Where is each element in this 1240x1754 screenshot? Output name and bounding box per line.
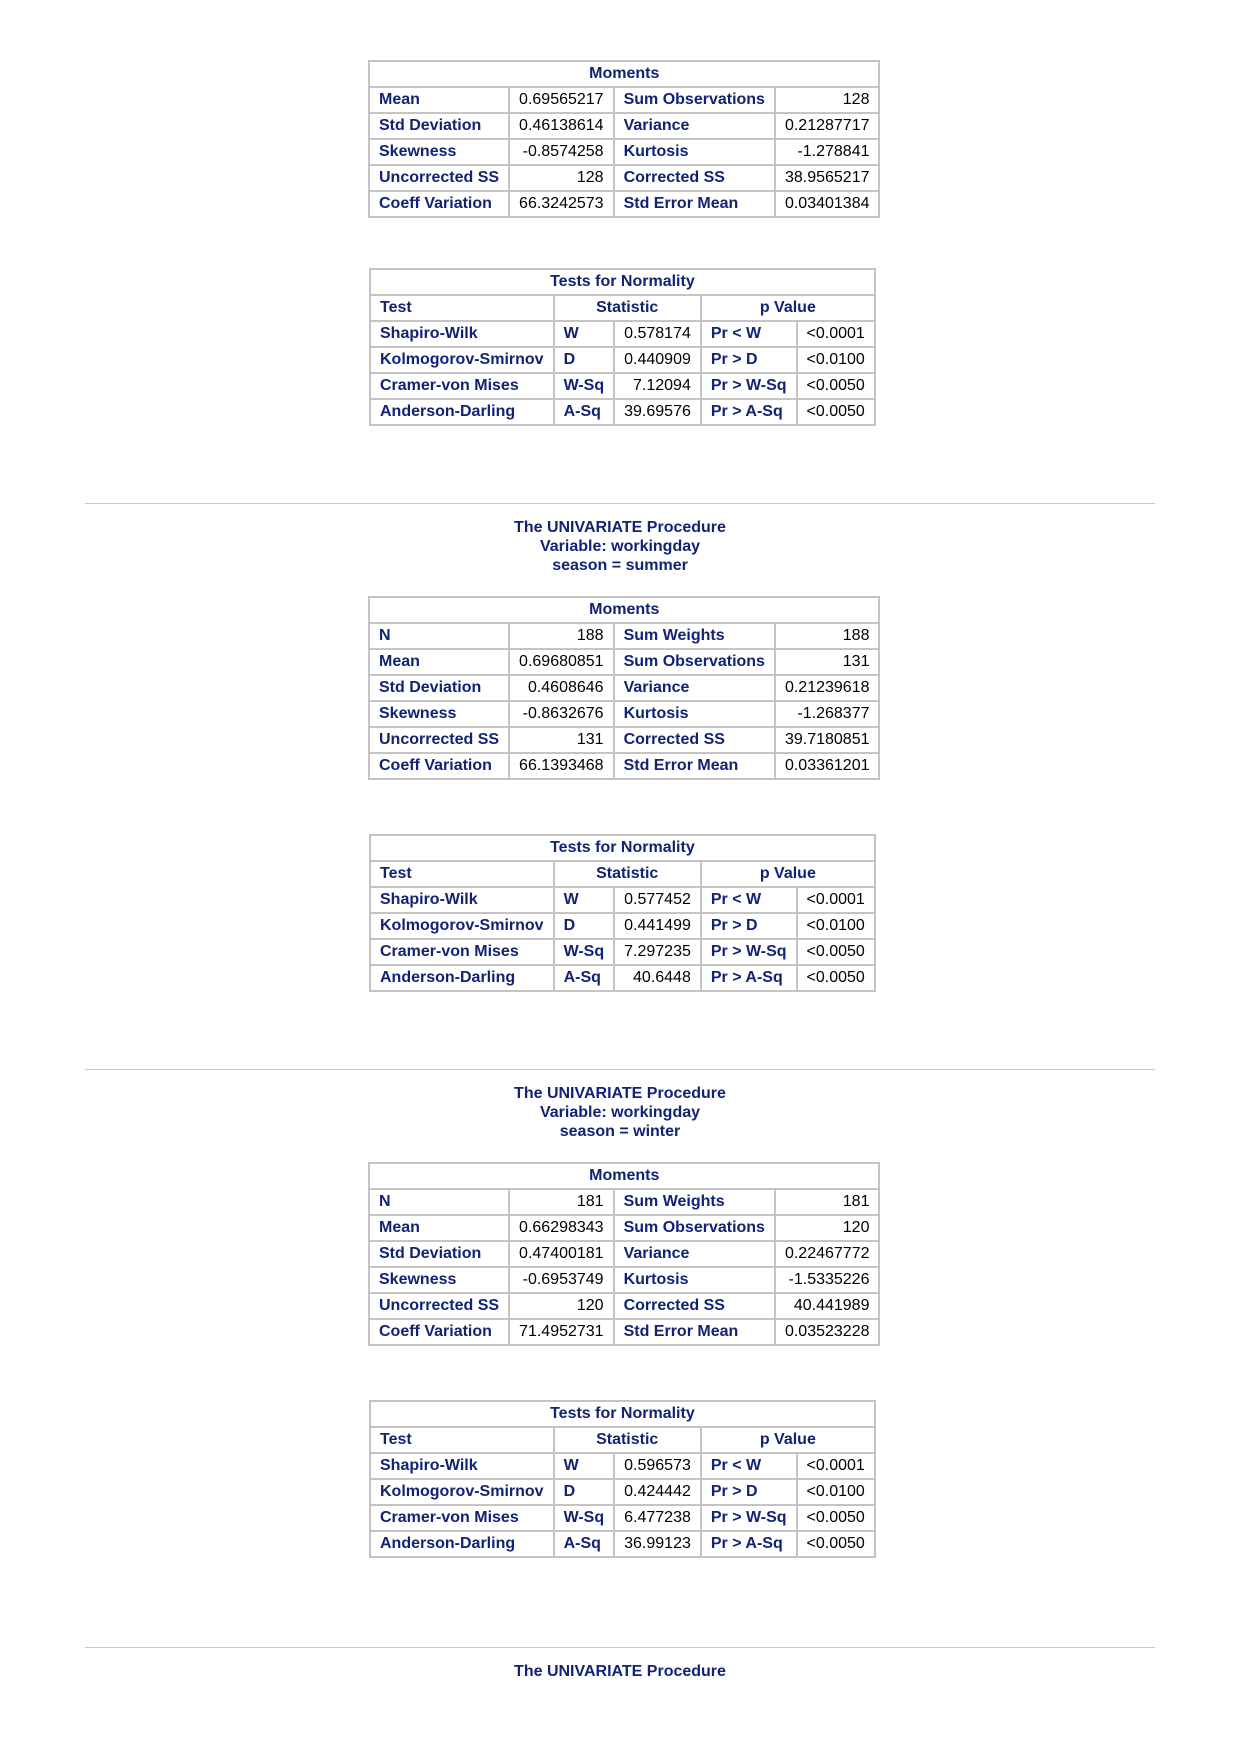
row-value: 188 [509,623,614,649]
statistic-value: 6.477238 [614,1505,701,1531]
table-title: Tests for Normality [370,835,875,861]
row-label: Corrected SS [614,165,775,191]
p-label: Pr > W-Sq [701,373,797,399]
row-value: 131 [775,649,880,675]
row-label: Kurtosis [614,1267,775,1293]
statistic-symbol: D [554,347,615,373]
p-label: Pr > D [701,347,797,373]
table-row [369,1267,879,1293]
p-label: Pr > W-Sq [701,939,797,965]
statistic-symbol: W [554,1453,615,1479]
table-row [369,165,879,191]
statistic-symbol: W [554,887,615,913]
p-value: <0.0050 [797,399,875,425]
statistic-symbol: W-Sq [554,1505,615,1531]
p-value: <0.0100 [797,913,875,939]
table-row [370,965,875,991]
row-label: Std Deviation [369,113,509,139]
section-divider [85,1069,1155,1070]
row-label: Variance [614,113,775,139]
row-label: Corrected SS [614,727,775,753]
column-header: Test [370,1427,554,1453]
procedure-title: The UNIVARIATE Procedure [514,1663,726,1680]
row-value: 0.66298343 [509,1215,614,1241]
row-label: Coeff Variation [369,753,509,779]
statistic-symbol: A-Sq [554,1531,615,1557]
row-label: Skewness [369,1267,509,1293]
row-value: 0.03523228 [775,1319,880,1345]
test-name: Shapiro-Wilk [370,887,554,913]
test-name: Cramer-von Mises [370,939,554,965]
variable-label: Variable: workingday [539,1104,701,1121]
row-value: 39.7180851 [775,727,880,753]
statistic-value: 39.69576 [614,399,701,425]
row-value: 38.9565217 [775,165,880,191]
normality-table [369,834,876,992]
p-label: Pr < W [701,1453,797,1479]
test-name: Kolmogorov-Smirnov [370,347,554,373]
statistic-value: 0.596573 [614,1453,701,1479]
table-row [369,1215,879,1241]
table-row [369,727,879,753]
procedure-heading [0,1662,1240,1681]
row-value: 120 [775,1215,880,1241]
row-label: N [369,1189,509,1215]
table-row [370,1505,875,1531]
row-value: -0.6953749 [509,1267,614,1293]
row-value: 120 [509,1293,614,1319]
statistic-symbol: A-Sq [554,399,615,425]
row-value: 66.1393468 [509,753,614,779]
column-header: p Value [701,295,875,321]
row-label: Variance [614,675,775,701]
p-value: <0.0050 [797,965,875,991]
section-divider [85,1647,1155,1648]
test-name: Kolmogorov-Smirnov [370,913,554,939]
table-row [369,191,879,217]
p-label: Pr > A-Sq [701,965,797,991]
row-label: Std Error Mean [614,753,775,779]
row-label: Sum Weights [614,1189,775,1215]
table-row [369,753,879,779]
row-label: Sum Observations [614,1215,775,1241]
table-row [369,701,879,727]
statistic-symbol: W [554,321,615,347]
statistic-value: 0.441499 [614,913,701,939]
p-value: <0.0001 [797,887,875,913]
row-label: Skewness [369,139,509,165]
table-row [370,1531,875,1557]
table-row [369,113,879,139]
column-header: p Value [701,861,875,887]
table-row [369,623,879,649]
column-header: Test [370,861,554,887]
p-label: Pr > D [701,1479,797,1505]
row-value: 128 [509,165,614,191]
table-row [370,887,875,913]
row-value: 0.69680851 [509,649,614,675]
row-label: Kurtosis [614,139,775,165]
table-title: Moments [369,597,879,623]
p-label: Pr < W [701,887,797,913]
row-label: Std Deviation [369,675,509,701]
row-label: Sum Observations [614,87,775,113]
row-label: Mean [369,1215,509,1241]
statistic-value: 36.99123 [614,1531,701,1557]
table-row [370,347,875,373]
table-row [370,373,875,399]
row-label: Mean [369,649,509,675]
test-name: Shapiro-Wilk [370,1453,554,1479]
test-name: Shapiro-Wilk [370,321,554,347]
test-name: Anderson-Darling [370,1531,554,1557]
row-label: Std Error Mean [614,1319,775,1345]
table-row [370,399,875,425]
row-value: 66.3242573 [509,191,614,217]
p-label: Pr > W-Sq [701,1505,797,1531]
row-value: 181 [775,1189,880,1215]
table-row [370,939,875,965]
column-header: Statistic [554,861,701,887]
row-label: Uncorrected SS [369,1293,509,1319]
statistic-value: 7.297235 [614,939,701,965]
table-row [370,1453,875,1479]
row-value: 188 [775,623,880,649]
row-value: -0.8574258 [509,139,614,165]
row-label: Variance [614,1241,775,1267]
row-value: 0.22467772 [775,1241,880,1267]
p-value: <0.0100 [797,347,875,373]
test-name: Anderson-Darling [370,399,554,425]
row-value: 0.03401384 [775,191,880,217]
row-value: -1.5335226 [775,1267,880,1293]
row-label: Kurtosis [614,701,775,727]
row-value: 0.46138614 [509,113,614,139]
row-label: N [369,623,509,649]
table-header-row [370,295,875,321]
p-label: Pr > D [701,913,797,939]
p-value: <0.0050 [797,1531,875,1557]
variable-label: Variable: workingday [539,538,701,555]
statistic-value: 0.577452 [614,887,701,913]
table-row [369,1293,879,1319]
p-value: <0.0050 [797,1505,875,1531]
row-value: 181 [509,1189,614,1215]
row-value: 0.21239618 [775,675,880,701]
row-label: Mean [369,87,509,113]
statistic-symbol: W-Sq [554,373,615,399]
normality-table [369,268,876,426]
row-label: Std Error Mean [614,191,775,217]
by-group-label: season = summer [552,557,688,574]
table-header-row [370,1427,875,1453]
normality-table [369,1400,876,1558]
statistic-value: 0.440909 [614,347,701,373]
test-name: Kolmogorov-Smirnov [370,1479,554,1505]
table-row [369,1189,879,1215]
table-title: Tests for Normality [370,1401,875,1427]
statistic-value: 0.578174 [614,321,701,347]
statistic-symbol: W-Sq [554,939,615,965]
row-value: 0.21287717 [775,113,880,139]
statistic-symbol: D [554,1479,615,1505]
row-label: Uncorrected SS [369,727,509,753]
row-label: Std Deviation [369,1241,509,1267]
row-label: Corrected SS [614,1293,775,1319]
p-value: <0.0001 [797,321,875,347]
table-row [369,1319,879,1345]
moments-table [368,60,880,218]
table-row [369,87,879,113]
row-label: Sum Weights [614,623,775,649]
row-value: 71.4952731 [509,1319,614,1345]
statistic-symbol: A-Sq [554,965,615,991]
section-divider [85,503,1155,504]
p-value: <0.0050 [797,939,875,965]
procedure-title: The UNIVARIATE Procedure [514,519,726,536]
statistic-value: 7.12094 [614,373,701,399]
table-row [369,1241,879,1267]
table-title: Tests for Normality [370,269,875,295]
row-label: Coeff Variation [369,191,509,217]
procedure-title: The UNIVARIATE Procedure [514,1085,726,1102]
table-title: Moments [369,1163,879,1189]
statistic-symbol: D [554,913,615,939]
p-label: Pr > A-Sq [701,399,797,425]
column-header: Statistic [554,1427,701,1453]
table-row [369,675,879,701]
row-value: 131 [509,727,614,753]
by-group-label: season = winter [559,1123,681,1140]
moments-table [368,596,880,780]
table-header-row [370,861,875,887]
table-row [370,913,875,939]
p-value: <0.0100 [797,1479,875,1505]
p-value: <0.0001 [797,1453,875,1479]
procedure-heading [0,518,1240,575]
row-value: 40.441989 [775,1293,880,1319]
statistic-value: 0.424442 [614,1479,701,1505]
p-value: <0.0050 [797,373,875,399]
row-label: Uncorrected SS [369,165,509,191]
row-value: -0.8632676 [509,701,614,727]
table-row [370,321,875,347]
row-value: -1.268377 [775,701,880,727]
table-row [370,1479,875,1505]
table-title: Moments [369,61,879,87]
row-value: 0.69565217 [509,87,614,113]
row-label: Coeff Variation [369,1319,509,1345]
moments-table [368,1162,880,1346]
column-header: Statistic [554,295,701,321]
row-value: 0.03361201 [775,753,880,779]
test-name: Anderson-Darling [370,965,554,991]
test-name: Cramer-von Mises [370,373,554,399]
row-label: Skewness [369,701,509,727]
procedure-heading [0,1084,1240,1141]
test-name: Cramer-von Mises [370,1505,554,1531]
row-value: -1.278841 [775,139,880,165]
p-label: Pr < W [701,321,797,347]
row-value: 0.47400181 [509,1241,614,1267]
row-value: 0.4608646 [509,675,614,701]
statistic-value: 40.6448 [614,965,701,991]
p-label: Pr > A-Sq [701,1531,797,1557]
column-header: p Value [701,1427,875,1453]
column-header: Test [370,295,554,321]
table-row [369,649,879,675]
row-label: Sum Observations [614,649,775,675]
table-row [369,139,879,165]
row-value: 128 [775,87,880,113]
